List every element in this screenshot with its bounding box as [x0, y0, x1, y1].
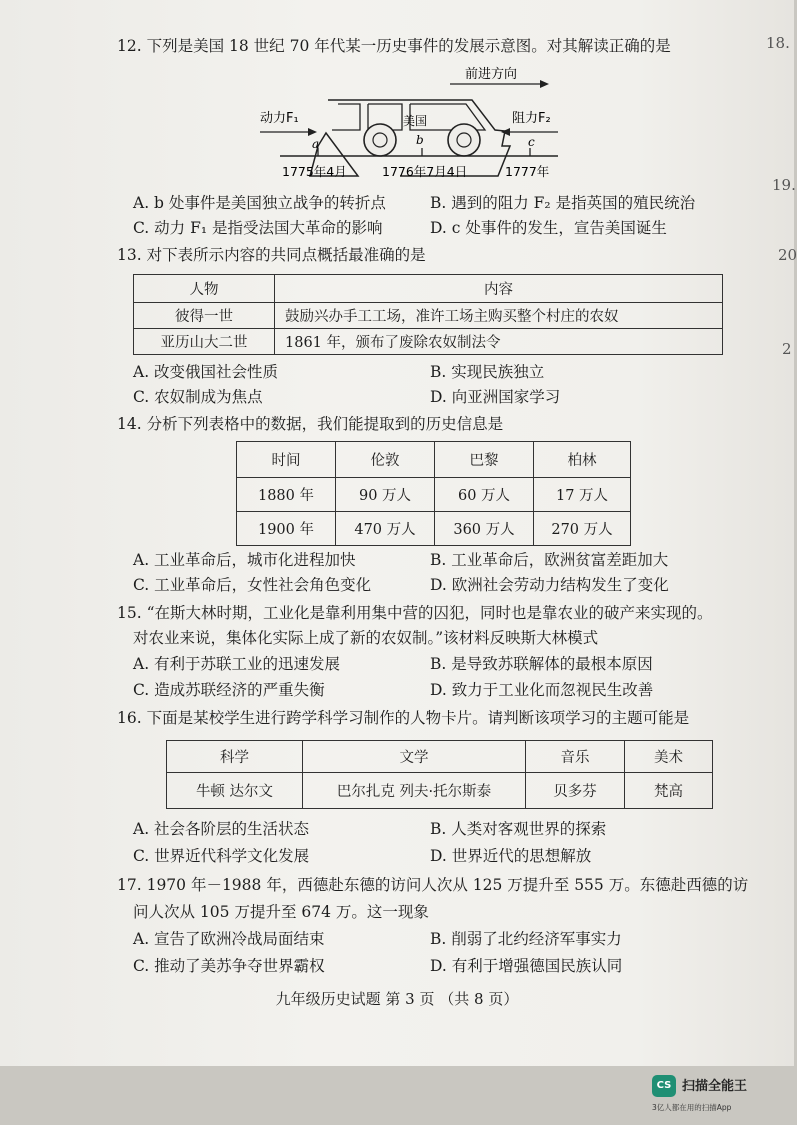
q13-table	[133, 274, 723, 355]
table-cell: 1880 年	[237, 478, 336, 512]
scanner-app-logo	[652, 1073, 772, 1117]
q14-table	[236, 441, 631, 546]
q17-option-d: D. 有利于增强德国民族认同	[430, 957, 623, 975]
app-tagline: 3亿人都在用的扫描App	[652, 1103, 732, 1112]
q15-option-c: C. 造成苏联经济的严重失衡	[133, 681, 325, 699]
q15-stem-line1: 15. “在斯大林时期，工业化是靠利用集中营的囚犯，同时也是靠农业的破产来实现的。	[117, 604, 713, 622]
q16-table	[166, 740, 713, 809]
table-header: 柏林	[534, 442, 631, 478]
q12-option-c: C. 动力 F₁ 是指受法国大革命的影响	[133, 219, 383, 237]
table-header: 巴黎	[435, 442, 534, 478]
q14-option-b: B. 工业革命后，欧洲贫富差距加大	[430, 551, 669, 569]
point-a: a	[312, 137, 320, 151]
page-footer: 九年级历史试题 第 3 页 （共 8 页）	[275, 990, 519, 1008]
q16-option-a: A. 社会各阶层的生活状态	[133, 820, 310, 838]
resist-label: 阻力F₂	[512, 111, 551, 126]
table-header: 时间	[237, 442, 336, 478]
table-cell: 90 万人	[336, 478, 435, 512]
car-wheel	[364, 124, 396, 156]
q14-stem: 14. 分析下列表格中的数据，我们能提取到的历史信息是	[117, 415, 504, 433]
table-cell: 亚历山大二世	[134, 329, 275, 355]
table-cell: 彼得一世	[134, 303, 275, 329]
q12-car-diagram	[240, 60, 570, 185]
q16-option-c: C. 世界近代科学文化发展	[133, 847, 310, 865]
table-header: 伦敦	[336, 442, 435, 478]
q13-option-c: C. 农奴制成为焦点	[133, 388, 263, 406]
table-cell: 梵高	[625, 773, 713, 809]
q17-option-a: A. 宣告了欧洲冷战局面结束	[133, 930, 325, 948]
table-cell: 470 万人	[336, 512, 435, 546]
table-header: 音乐	[526, 741, 625, 773]
q17-stem-line1: 17. 1970 年－1988 年，西德赴东德的访问人次从 125 万提升至 555 万。东德赴西德的访	[117, 876, 749, 894]
bleed-number: 19.	[772, 176, 796, 194]
point-b: b	[416, 133, 424, 147]
forward-arrowhead	[540, 80, 549, 88]
table-header: 人物	[134, 275, 275, 303]
q17-option-c: C. 推动了美苏争夺世界霸权	[133, 957, 325, 975]
q16-option-d: D. 世界近代的思想解放	[430, 847, 592, 865]
q14-option-c: C. 工业革命后，女性社会角色变化	[133, 576, 372, 594]
bleed-number: 18.	[766, 34, 790, 52]
q13-option-d: D. 向亚洲国家学习	[430, 388, 561, 406]
q15-option-b: B. 是导致苏联解体的最根本原因	[430, 655, 653, 673]
q12-stem: 12. 下列是美国 18 世纪 70 年代某一历史事件的发展示意图。对其解读正确的是	[117, 37, 671, 55]
q14-option-d: D. 欧洲社会劳动力结构发生了变化	[430, 576, 669, 594]
car-window	[332, 104, 360, 130]
q13-option-a: A. 改变俄国社会性质	[133, 363, 279, 381]
bleed-number: 20	[778, 246, 797, 264]
car-wheel	[448, 124, 480, 156]
us-label: 美国	[403, 114, 428, 128]
q12-option-b: B. 遇到的阻力 F₂ 是指英国的殖民统治	[430, 194, 696, 212]
q17-option-b: B. 削弱了北约经济军事实力	[430, 930, 622, 948]
power-label: 动力F₁	[260, 111, 299, 126]
table-cell: 1861 年，颁布了废除农奴制法令	[275, 329, 723, 355]
point-c: c	[528, 135, 535, 149]
date-1776: 1776年7月4日	[382, 164, 468, 179]
table-cell: 60 万人	[435, 478, 534, 512]
q12-option-a: A. b 处事件是美国独立战争的转折点	[133, 194, 386, 212]
date-1777: 1777年	[505, 164, 550, 179]
table-cell: 牛顿 达尔文	[167, 773, 303, 809]
bleed-number: 2	[782, 340, 792, 358]
table-header: 科学	[167, 741, 303, 773]
cs-badge-icon: CS	[652, 1075, 676, 1097]
date-1775: 1775年4月	[282, 164, 347, 179]
table-cell: 鼓励兴办手工工场，准许工场主购买整个村庄的农奴	[275, 303, 723, 329]
table-header: 美术	[625, 741, 713, 773]
q13-option-b: B. 实现民族独立	[430, 363, 545, 381]
table-cell: 360 万人	[435, 512, 534, 546]
q13-stem: 13. 对下表所示内容的共同点概括最准确的是	[117, 246, 426, 264]
table-header: 内容	[275, 275, 723, 303]
power-arrowhead	[308, 128, 317, 136]
q16-option-b: B. 人类对客观世界的探索	[430, 820, 607, 838]
q14-option-a: A. 工业革命后，城市化进程加快	[133, 551, 356, 569]
app-name: 扫描全能王	[682, 1079, 748, 1094]
q17-stem-line2: 问人次从 105 万提升至 674 万。这一现象	[133, 903, 429, 921]
q12-option-d: D. c 处事件的发生，宣告美国诞生	[430, 219, 667, 237]
table-cell: 1900 年	[237, 512, 336, 546]
q15-stem-line2: 对农业来说，集体化实际上成了新的农奴制。”该材料反映斯大林模式	[133, 629, 599, 647]
table-cell: 17 万人	[534, 478, 631, 512]
table-cell: 270 万人	[534, 512, 631, 546]
forward-label: 前进方向	[465, 67, 518, 82]
table-cell: 巴尔扎克 列夫·托尔斯泰	[303, 773, 526, 809]
q15-option-a: A. 有利于苏联工业的迅速发展	[133, 655, 341, 673]
q15-option-d: D. 致力于工业化而忽视民生改善	[430, 681, 654, 699]
table-cell: 贝多芬	[526, 773, 625, 809]
q16-stem: 16. 下面是某校学生进行跨学科学习制作的人物卡片。请判断该项学习的主题可能是	[117, 709, 690, 727]
resist-arrowhead	[501, 128, 510, 136]
table-header: 文学	[303, 741, 526, 773]
